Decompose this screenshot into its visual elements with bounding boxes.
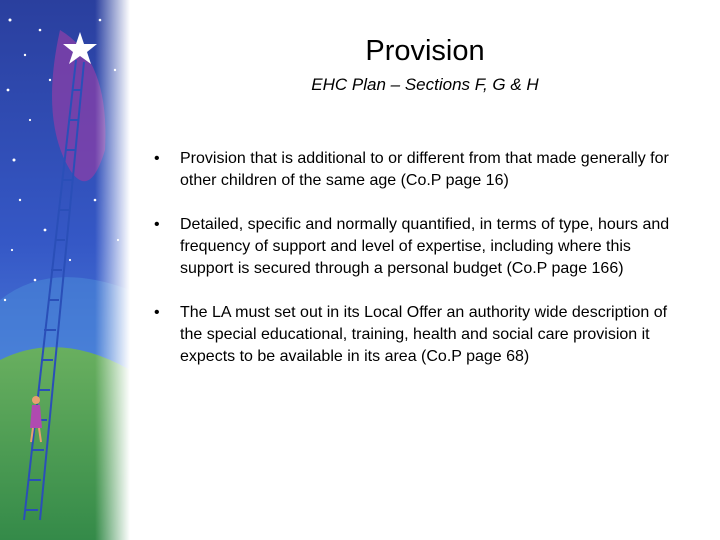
bullet-item (154, 214, 684, 280)
bullet-dot: • (154, 150, 160, 167)
bullet-item (154, 302, 684, 368)
bullet-item (154, 148, 684, 192)
bullet-dot: • (154, 216, 160, 233)
bullet-text: Provision that is additional to or different from that made generally for other children of the same age (Co.P page 16) (180, 150, 669, 189)
bullet-text: The LA must set out in its Local Offer an authority wide description of the special educational, training, health and social care provision it expects to be available in its area (Co.P page 68) (180, 304, 668, 365)
bullet-dot: • (154, 304, 160, 321)
slide-title: Provision (365, 35, 485, 67)
ladder-to-star-illustration (0, 0, 130, 540)
bullet-list (154, 148, 684, 390)
slide-subtitle: EHC Plan – Sections F, G & H (311, 75, 539, 94)
bullet-text: Detailed, specific and normally quantified, in terms of type, hours and frequency of support and level of expertise, including where this support is secured through a personal budget (Co.P page 166) (180, 216, 670, 277)
